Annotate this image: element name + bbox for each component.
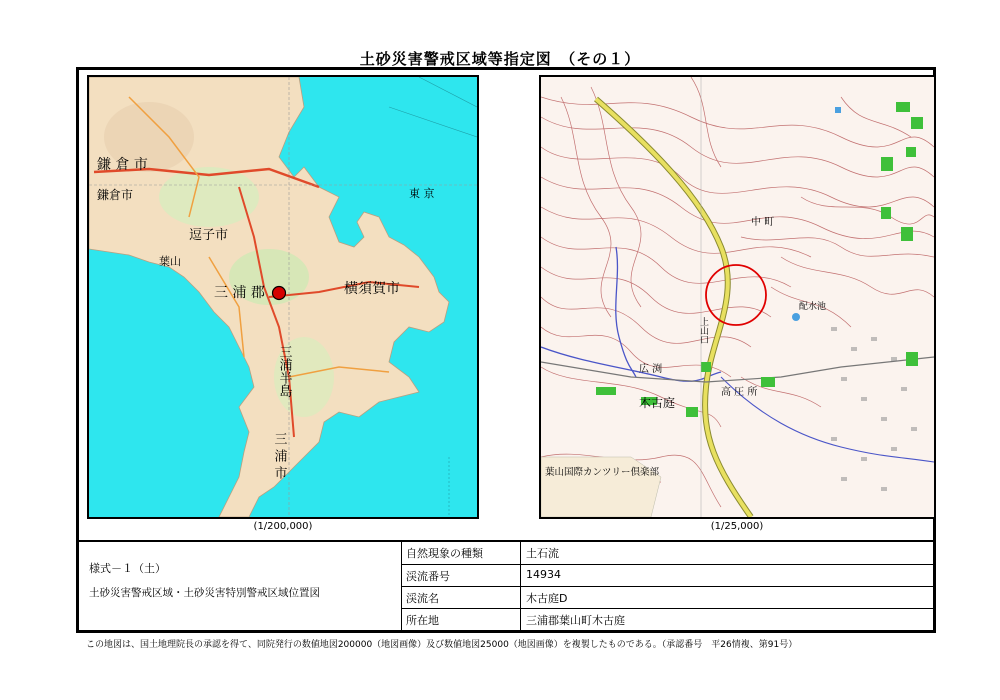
form-label: 様式－１（土） [89,562,166,575]
label-miura-gun: 三 浦 郡 [214,285,265,301]
row-value: 三浦郡葉山町木古庭 [526,614,625,627]
label-hayama: 葉山 [159,255,181,268]
overview-scale: (1/200,000) [253,521,313,532]
info-row [401,564,933,586]
detail-map-canvas [541,77,934,517]
map-frame [76,67,936,633]
row-label: 所在地 [406,614,439,627]
overview-map[interactable] [87,75,479,519]
row-label: 渓流名 [406,592,439,605]
document-description: 土砂災害警戒区域・土砂災害特別警戒区域位置図 [89,587,320,599]
label-nakamachi: 中 町 [751,217,775,228]
label-yokosuka: 横須賀市 [344,281,400,297]
label-zushi: 逗子市 [189,228,229,243]
label-golf: 葉山国際カンツリー倶楽部 [545,467,660,478]
label-miura-shi: 三 浦 市 [271,432,287,480]
row-value: 土石流 [526,547,559,560]
label-tokyo-bay: 東 京 [409,187,435,200]
copyright-footnote: この地図は、国土地理院長の承認を得て、同院発行の数値地図200000（地図画像）及び数値地図25000（地図画像）を複製したものである。（承認番号 平26情複、第91号） [86,640,798,650]
row-value: 木古庭D [526,592,568,605]
row-value: 14934 [526,568,561,581]
info-row [401,542,933,564]
page-title: 土砂災害警戒区域等指定図 （その１） [359,50,641,68]
row-label: 渓流番号 [406,570,450,583]
label-kamiyamaguchi: 上山口 [698,317,708,344]
overview-map-canvas [89,77,477,517]
info-table [401,542,933,630]
info-row [401,586,933,608]
row-label: 自然現象の種類 [406,547,483,560]
label-kamakura-2: 鎌倉市 [97,188,134,202]
label-hirokoshi: 広 渕 [639,364,663,375]
label-kamakura: 鎌 倉 市 [97,157,148,173]
info-row [401,608,933,630]
label-miura-hanto: 三浦半島 [276,345,292,397]
label-kakiuraniwa: 木古庭 [639,396,676,410]
label-kouenbou: 高 圧 所 [721,387,758,398]
label-reservoir: 配水池 [799,302,827,312]
info-left-panel [79,542,401,630]
detail-map[interactable] [539,75,936,519]
detail-scale: (1/25,000) [710,521,764,532]
location-marker [273,287,286,300]
